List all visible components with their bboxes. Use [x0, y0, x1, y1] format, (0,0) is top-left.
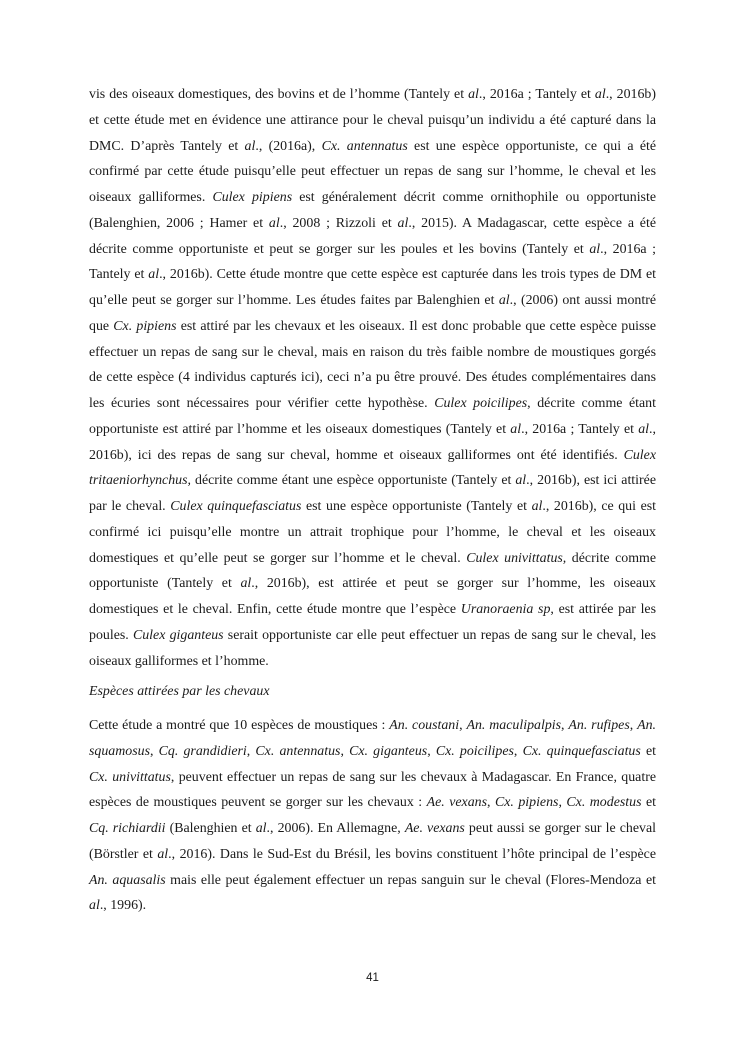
body-paragraph-2: Cette étude a montré que 10 espèces de moustiques : An. coustani, An. maculipalpis, An. rufipes, An. squamosus, Cq. grandidieri, Cx. antennatus, Cx. giganteus, Cx. poicilipes, Cx. quinquefasciatus et Cx. univittatus, peuvent effectuer un repas de sang sur les chevaux à Madagascar. En France, quatre espèces de moustiques peuvent se gorger sur les chevaux : Ae. vexans, Cx. pipiens, Cx. modestus et Cq. richiardii (Balenghien et al., 2006). En Allemagne, Ae. vexans peut aussi se gorger sur le cheval (Börstler et al., 2016). Dans le Sud-Est du Brésil, les bovins constituent l’hôte principal de l’espèce An. aquasalis mais elle peut également effectuer un repas sanguin sur le cheval (Flores-Mendoza et al., 1996). [89, 718, 657, 914]
document-page [89, 82, 656, 919]
page-number: 41 [366, 972, 379, 984]
section-heading: Espèces attirées par les chevaux [89, 684, 270, 700]
body-paragraph-1: vis des oiseaux domestiques, des bovins et de l’homme (Tantely et al., 2016a ; Tantely et al., 2016b) et cette étude met en évidence une attirance pour le cheval puisqu’un individu a été capturé dans la DMC. D’après Tantely et al., (2016a), Cx. antennatus est une espèce opportuniste, ce qui a été confirmé par cette étude puisqu’elle peut effectuer un repas de sang sur l’homme, le cheval et les oiseaux galliformes. Culex pipiens est généralement décrit comme ornithophile ou opportuniste (Balenghien, 2006 ; Hamer et al., 2008 ; Rizzoli et al., 2015). A Madagascar, cette espèce a été décrite comme opportuniste et peut se gorger sur les poules et les bovins (Tantely et al., 2016a ; Tantely et al., 2016b). Cette étude montre que cette espèce est capturée dans les trois types de DM et qu’elle peut se gorger sur l’homme. Les études faites par Balenghien et al., (2006) ont aussi montré que Cx. pipiens est attiré par les chevaux et les oiseaux. Il est donc probable que cette espèce puisse effectuer un repas de sang sur le cheval, mais en raison du très faible nombre de moustiques gorgés de cette espèce (4 individus capturés ici), ceci n’a pu être prouvé. Des études complémentaires dans les écuries sont nécessaires pour vérifier cette hypothèse. Culex poicilipes, décrite comme étant opportuniste est attiré par l’homme et les oiseaux domestiques (Tantely et al., 2016a ; Tantely et al., 2016b), ici des repas de sang sur cheval, homme et oiseaux galliformes ont été identifiés. Culex tritaeniorhynchus, décrite comme étant une espèce opportuniste (Tantely et al., 2016b), est ici attirée par le cheval. Culex quinquefasciatus est une espèce opportuniste (Tantely et al., 2016b), ce qui est confirmé ici puisqu’elle montre un attrait trophique pour l’homme, le cheval et les oiseaux domestiques et qu’elle peut se gorger sur l’homme et le cheval. Culex univittatus, décrite comme opportuniste (Tantely et al., 2016b), est attirée et peut se gorger sur l’homme, les oiseaux domestiques et le cheval. Enfin, cette étude montre que l’espèce Uranoraenia sp, est attirée par les poules. Culex giganteus serait opportuniste car elle peut effectuer un repas de sang sur le cheval, les oiseaux galliformes et l’homme. [89, 87, 657, 669]
